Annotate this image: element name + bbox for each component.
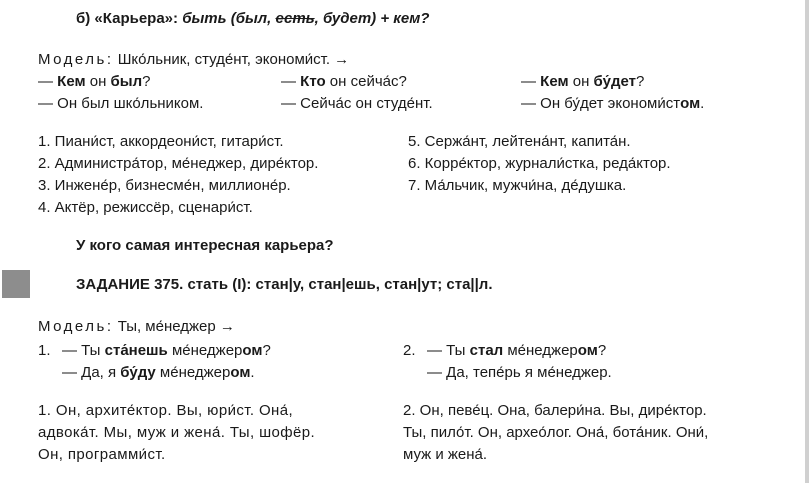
bold-ending: ом — [242, 342, 263, 359]
punct: . — [700, 95, 705, 112]
section-b-heading — [76, 10, 429, 27]
bold-word: Кем — [57, 73, 86, 90]
margin-marker — [2, 270, 30, 298]
section-b-phrase-start: быть (был, — [182, 10, 276, 27]
section-b-plus-kem: + кем? — [380, 10, 430, 27]
punct: ? — [597, 342, 607, 359]
item-number: 2. — [403, 342, 416, 359]
exercise-left-line-2: адвока́т. Мы, муж и жена́. Ты, шофёр. — [38, 424, 316, 441]
model1-q3 — [521, 72, 644, 92]
exercise-right-line-1: 2. Он, певе́ц. Она, балери́на. Вы, дире́ктор. — [403, 402, 707, 419]
list1-item-2: 2. Администра́тор, ме́неджер, дире́ктор. — [38, 155, 319, 172]
model2-text: Ты, ме́неджер → — [117, 318, 235, 335]
dash: — — [281, 73, 296, 90]
plain-text: ме́неджер — [155, 364, 231, 381]
plain-text: он — [85, 73, 111, 90]
bold-word: Кем — [540, 73, 569, 90]
section-b-prefix: б) «Карьера»: — [76, 10, 179, 27]
punct: . — [250, 364, 255, 381]
task-title: ЗАДАНИЕ 375. стать (I): стан|у, стан|ешь, стан|ут; ста||л. — [76, 276, 493, 293]
dash: — — [521, 73, 536, 90]
dash: — — [38, 73, 53, 90]
bold-ending: ом — [680, 95, 701, 112]
model2-ex1-question — [38, 341, 271, 361]
model1-a3 — [521, 94, 704, 114]
model2-ex1-answer — [62, 363, 255, 383]
plain-text: ме́неджер — [503, 342, 578, 359]
punct: ? — [142, 73, 151, 90]
list1-item-6: 6. Корре́ктор, журнали́стка, реда́ктор. — [408, 155, 671, 172]
exercise-right-line-3: муж и жена́. — [403, 446, 488, 463]
plain-text: — Ты — [62, 342, 105, 359]
list1-item-5: 5. Сержа́нт, лейтена́нт, капита́н. — [408, 133, 631, 150]
model2-ex2-question — [403, 341, 606, 361]
bold-word: был — [110, 73, 143, 90]
model1-label: Модель: — [38, 51, 114, 68]
model2-ex2-answer: — Да, тепе́рь я ме́неджер. — [427, 364, 612, 381]
bold-word: стал — [469, 342, 504, 359]
model2-label: Модель: — [38, 318, 114, 335]
plain-text: он — [568, 73, 594, 90]
model2-line — [38, 317, 235, 337]
model1-text: Шко́льник, студе́нт, экономи́ст. → — [117, 51, 350, 68]
list1-item-4: 4. Актёр, режиссёр, сценари́ст. — [38, 199, 253, 216]
bold-ending: ом — [230, 364, 251, 381]
bold-ending: ом — [577, 342, 598, 359]
punct: ? — [262, 342, 271, 359]
list1-item-3: 3. Инжене́р, бизнесме́н, миллионе́р. — [38, 177, 291, 194]
section-b-phrase-strike: есть — [275, 10, 315, 27]
exercise-left-line-3: Он, программи́ст. — [38, 446, 166, 463]
exercise-left-line-1: 1. Он, архите́ктор. Вы, юри́ст. Она́, — [38, 402, 294, 419]
bold-word: бу́ду — [120, 364, 156, 381]
item-number: 1. — [38, 342, 51, 359]
bold-word: Кто — [300, 73, 326, 90]
model1-a1: — Он был шко́льником. — [38, 95, 204, 112]
list1-item-1: 1. Пиани́ст, аккордеони́ст, гитари́ст. — [38, 133, 284, 150]
model1-line — [38, 50, 349, 70]
plain-text: он сейча́с? — [325, 73, 407, 90]
plain-text: — Да, я — [62, 364, 121, 381]
model1-q2 — [281, 72, 407, 92]
plain-text: ме́неджер — [167, 342, 243, 359]
model1-q1 — [38, 72, 151, 92]
plain-text: — Ты — [427, 342, 470, 359]
punct: ? — [635, 73, 645, 90]
bold-word: бу́дет — [593, 73, 636, 90]
bold-word: ста́нешь — [104, 342, 168, 359]
plain-text: — Он бу́дет экономи́ст — [521, 95, 681, 112]
question-heading: У кого самая интересная карьера? — [76, 237, 334, 254]
section-b-phrase-end: , будет) — [314, 10, 377, 27]
exercise-right-line-2: Ты, пило́т. Он, архео́лог. Она́, бота́ник. Они́, — [403, 424, 709, 441]
list1-item-7: 7. Ма́льчик, мужчи́на, де́душка. — [408, 177, 627, 194]
page-edge — [805, 0, 809, 483]
model1-a2: — Сейча́с он студе́нт. — [281, 95, 433, 112]
